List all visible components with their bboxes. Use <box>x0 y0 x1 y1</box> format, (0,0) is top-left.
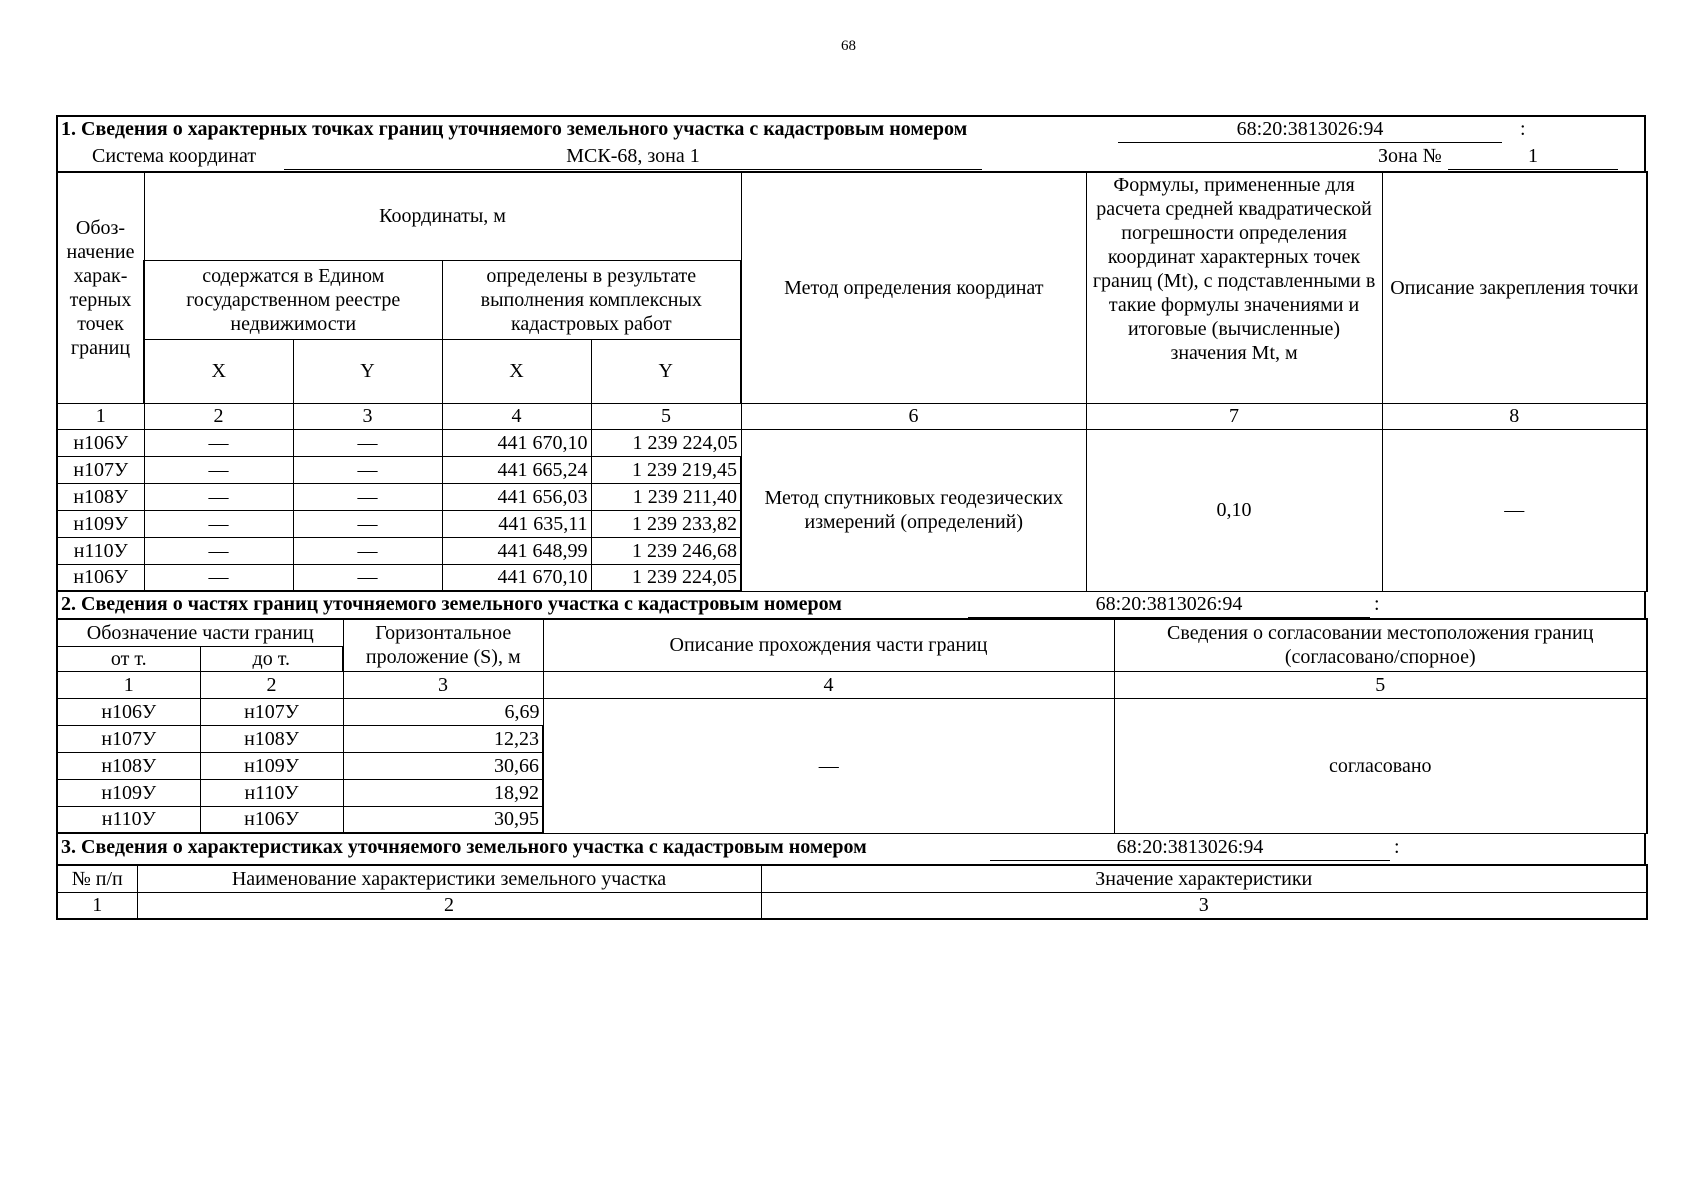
point-name: н110У <box>57 537 144 564</box>
point-name: н108У <box>57 483 144 510</box>
col-number: 2 <box>137 892 761 919</box>
section2-title: 2. Сведения о частях границ уточняемого земельного участка с кадастровым номером <box>61 593 842 615</box>
boundary-parts-table <box>56 618 1648 834</box>
header-method: Метод определения координат <box>741 172 1086 403</box>
table-row <box>57 429 1647 456</box>
header-coordinates: Координаты, м <box>144 172 741 260</box>
zone-value: 1 <box>1448 145 1618 170</box>
coord-y: 1 239 233,82 <box>591 510 741 537</box>
col-number: 5 <box>591 403 741 429</box>
col-number: 3 <box>293 403 442 429</box>
section3-cadastral-number: 68:20:3813026:94 <box>990 836 1390 861</box>
part-from: н107У <box>57 725 200 752</box>
coord-y: 1 239 224,05 <box>591 564 741 591</box>
coord-y: 1 239 224,05 <box>591 429 741 456</box>
col-number: 3 <box>343 671 543 698</box>
document <box>56 115 1646 920</box>
part-to: н108У <box>200 725 343 752</box>
table-row <box>57 698 1647 725</box>
part-to: н109У <box>200 752 343 779</box>
reg-y: — <box>293 537 442 564</box>
coord-system-label: Система координат <box>92 145 257 167</box>
col-number: 5 <box>1114 671 1647 698</box>
header-determined: определены в результате выполнения комплексных кадастровых работ <box>442 260 741 339</box>
reg-y: — <box>293 429 442 456</box>
part-length: 12,23 <box>343 725 543 752</box>
header-part-designation: Обозначение части границ <box>57 619 343 646</box>
col-number: 8 <box>1382 403 1647 429</box>
part-length: 6,69 <box>343 698 543 725</box>
page-number: 68 <box>841 38 856 54</box>
coord-system-row <box>56 143 1646 171</box>
section3-title-row <box>56 834 1646 864</box>
section1-title-row <box>56 115 1646 143</box>
points-table <box>56 171 1648 592</box>
coord-y: 1 239 211,40 <box>591 483 741 510</box>
section3-colon: : <box>1394 836 1400 858</box>
col-number: 2 <box>144 403 293 429</box>
col-number: 6 <box>741 403 1086 429</box>
part-length: 30,66 <box>343 752 543 779</box>
header-description: Описание прохождения части границ <box>543 619 1114 671</box>
part-to: н106У <box>200 806 343 833</box>
characteristics-table <box>56 864 1648 920</box>
method-value: Метод спутниковых геодезических измерений (определений) <box>741 429 1086 591</box>
col-number: 1 <box>57 892 137 919</box>
reg-y: — <box>293 510 442 537</box>
section3-title: 3. Сведения о характеристиках уточняемого земельного участка с кадастровым номером <box>61 836 867 858</box>
header-char-name: Наименование характеристики земельного участка <box>137 865 761 892</box>
reg-y: — <box>293 456 442 483</box>
reg-y: — <box>293 483 442 510</box>
coord-x: 441 656,03 <box>442 483 591 510</box>
part-from: н106У <box>57 698 200 725</box>
part-length: 30,95 <box>343 806 543 833</box>
part-from: н109У <box>57 779 200 806</box>
section2-colon: : <box>1374 593 1380 615</box>
reg-x: — <box>144 564 293 591</box>
fixing-value: — <box>1382 429 1647 591</box>
point-name: н107У <box>57 456 144 483</box>
header-det-y: Y <box>591 339 741 403</box>
reg-x: — <box>144 537 293 564</box>
col-number: 7 <box>1086 403 1382 429</box>
part-length: 18,92 <box>343 779 543 806</box>
header-num: № п/п <box>57 865 137 892</box>
header-to: до т. <box>200 646 343 671</box>
col-number: 1 <box>57 671 200 698</box>
header-det-x: X <box>442 339 591 403</box>
col-number: 1 <box>57 403 144 429</box>
header-fixing: Описание закрепления точки <box>1382 172 1647 403</box>
section1-colon: : <box>1520 118 1526 140</box>
zone-label: Зона № <box>1378 145 1442 167</box>
part-from: н110У <box>57 806 200 833</box>
coord-x: 441 670,10 <box>442 564 591 591</box>
coord-y: 1 239 246,68 <box>591 537 741 564</box>
col-number: 4 <box>442 403 591 429</box>
header-reg-y: Y <box>293 339 442 403</box>
coord-system-value: МСК-68, зона 1 <box>284 145 982 170</box>
agreement-value: согласовано <box>1114 698 1647 833</box>
header-char-value: Значение характеристики <box>761 865 1647 892</box>
header-reg-x: X <box>144 339 293 403</box>
section1-title: 1. Сведения о характерных точках границ уточняемого земельного участка с кадастровым номером <box>61 118 968 140</box>
coord-x: 441 648,99 <box>442 537 591 564</box>
reg-y: — <box>293 564 442 591</box>
part-to: н110У <box>200 779 343 806</box>
col-number: 2 <box>200 671 343 698</box>
header-formulas: Формулы, примененные для расчета средней квадратической погрешности определения координат характерных точек границ (Mt), с подставленными в такие формулы значениями и итоговые (вычисленные) значения Mt, м <box>1086 172 1382 403</box>
header-designation: Обоз-начение харак-терных точек границ <box>57 172 144 403</box>
header-in-registry: содержатся в Едином государственном реестре недвижимости <box>144 260 442 339</box>
col-number: 3 <box>761 892 1647 919</box>
point-name: н109У <box>57 510 144 537</box>
section1-cadastral-number: 68:20:3813026:94 <box>1118 118 1502 143</box>
point-name: н106У <box>57 429 144 456</box>
section2-title-row <box>56 592 1646 618</box>
part-from: н108У <box>57 752 200 779</box>
reg-x: — <box>144 483 293 510</box>
coord-x: 441 635,11 <box>442 510 591 537</box>
col-number: 4 <box>543 671 1114 698</box>
reg-x: — <box>144 510 293 537</box>
description-value: — <box>543 698 1114 833</box>
reg-x: — <box>144 456 293 483</box>
coord-y: 1 239 219,45 <box>591 456 741 483</box>
section2-cadastral-number: 68:20:3813026:94 <box>968 593 1370 618</box>
mt-value: 0,10 <box>1086 429 1382 591</box>
part-to: н107У <box>200 698 343 725</box>
header-horizontal: Горизонтальное проложение (S), м <box>343 619 543 671</box>
coord-x: 441 665,24 <box>442 456 591 483</box>
header-agreement: Сведения о согласовании местоположения границ (согласовано/спорное) <box>1114 619 1647 671</box>
point-name: н106У <box>57 564 144 591</box>
header-from: от т. <box>57 646 200 671</box>
coord-x: 441 670,10 <box>442 429 591 456</box>
reg-x: — <box>144 429 293 456</box>
